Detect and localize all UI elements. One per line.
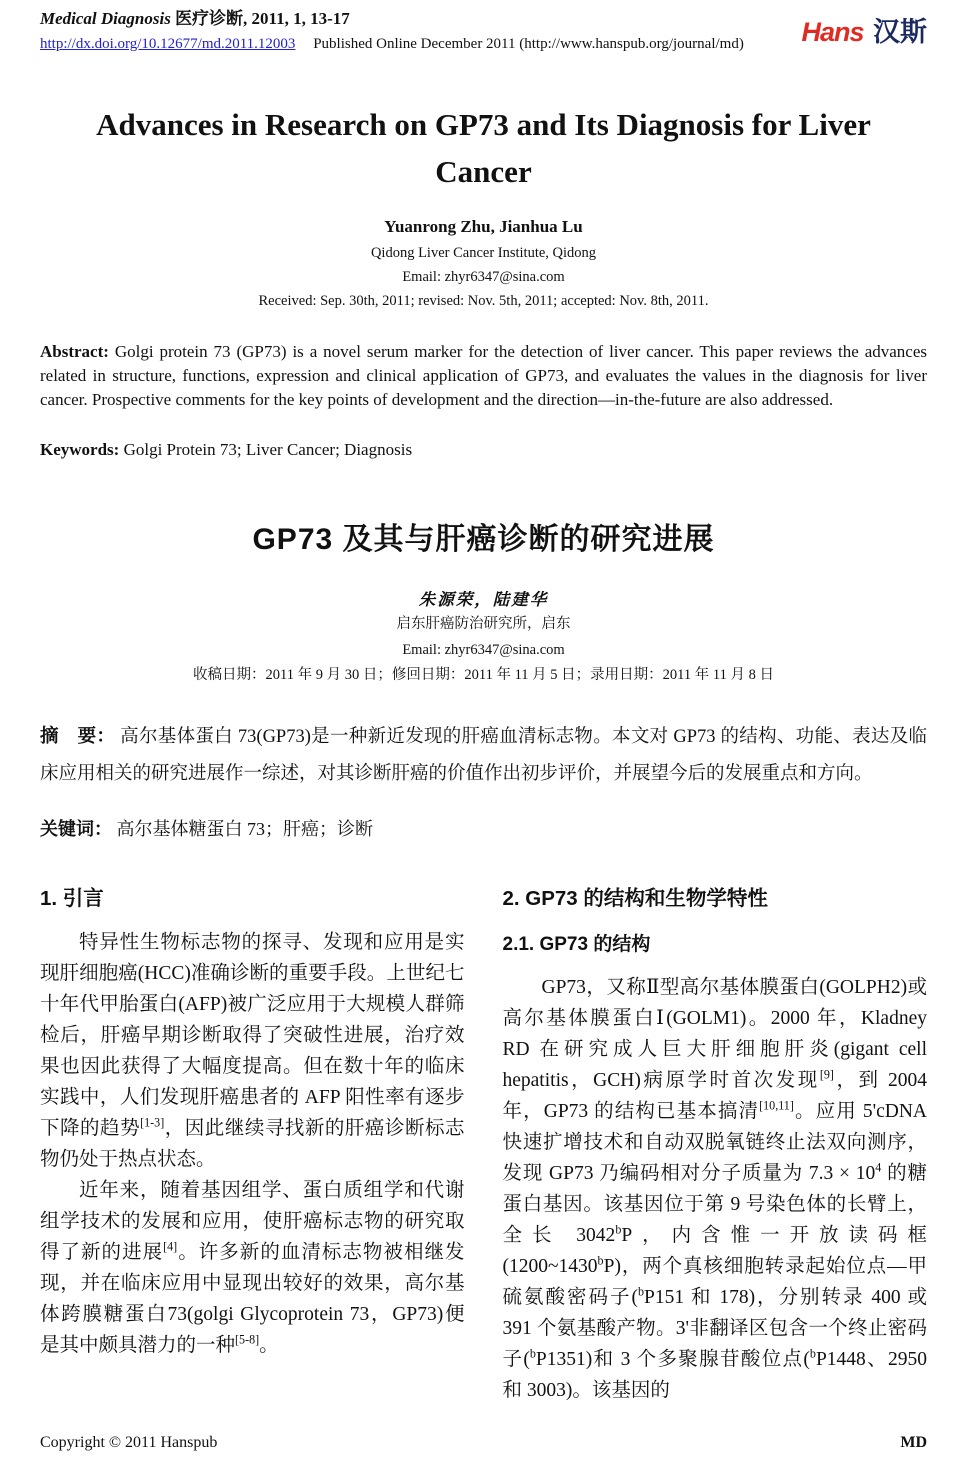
copyright-text: Copyright © 2011 Hanspub	[40, 1433, 218, 1451]
journal-title-line	[40, 8, 744, 31]
article-title-chinese: GP73 及其与肝癌诊断的研究进展	[252, 523, 715, 557]
page-footer	[40, 1406, 927, 1452]
email-english: Email: zhyr6347@sina.com	[402, 268, 565, 285]
hanspub-logo-latin: Hans	[801, 17, 864, 47]
section-heading-structure-biology: 2. GP73 的结构和生物学特性	[502, 886, 768, 910]
affiliation-english: Qidong Liver Cancer Institute, Qidong	[370, 245, 597, 262]
abstract-label-chinese: 摘 要：	[40, 724, 116, 746]
journal-issue-info: 医疗诊断, 2011, 1, 13-17	[175, 9, 350, 28]
journal-abbreviation: MD	[900, 1433, 927, 1451]
keywords-text-chinese: 高尔基体糖蛋白 73；肝癌；诊断	[116, 818, 373, 839]
hanspub-logo	[801, 10, 927, 49]
intro-paragraph-1: 特异性生物标志物的探寻、发现和应用是实现肝细胞癌(HCC)准确诊断的重要手段。上世纪七十年代甲胎蛋白(AFP)被广泛应用于大规模人群筛检后，肝癌早期诊断取得了突破性进展，治疗效果也因此获得了大幅度提高。但在数十年的临床实践中，人们发现肝癌患者的 AFP 阳性率有逐步下降的趋势[1-3]，因此继续寻找新的肝癌诊断标志物仍处于热点状态。	[40, 931, 465, 1170]
published-online-text: Published Online December 2011 (http://www.hanspub.org/journal/md)	[313, 35, 744, 52]
abstract-text-chinese: 高尔基体蛋白 73(GP73)是一种新近发现的肝癌血清标志物。本文对 GP73 的结构、功能、表达及临床应用相关的研究进展作一综述，对其诊断肝癌的价值作出初步评价，并展望今后的发展重点和方向。	[40, 726, 927, 784]
abstract-label-english: Abstract:	[40, 342, 109, 362]
right-column	[503, 881, 928, 1406]
hanspub-logo-cjk: 汉斯	[873, 17, 927, 47]
abstract-text-english: Golgi protein 73 (GP73) is a novel serum marker for the detection of liver cancer. This paper reviews the advances related in structure, functions, expression and clinical application of GP73, and evaluates the values in the diagnosis for liver cancer. Prospective comments for the key points of development and the direction—in-the-future are also addressed.	[40, 342, 928, 410]
email-chinese: Email: zhyr6347@sina.com	[402, 641, 565, 658]
affiliation-chinese: 启东肝癌防治研究所，启东	[396, 616, 571, 633]
received-dates-english: Received: Sep. 30th, 2011; revised: Nov. 5th, 2011; accepted: Nov. 8th, 2011.	[258, 292, 709, 309]
subsection-heading-gp73-structure: 2.1. GP73 的结构	[502, 933, 651, 955]
abstract-english	[40, 340, 927, 412]
keywords-label-english: Keywords:	[40, 440, 120, 460]
abstract-chinese	[40, 717, 927, 793]
authors-chinese: 朱源荣，陆建华	[418, 590, 549, 610]
section-heading-introduction: 1. 引言	[40, 886, 104, 910]
keywords-label-chinese: 关键词：	[40, 818, 112, 839]
article-title-english: Advances in Research on GP73 and Its Diagnosis for Liver Cancer	[96, 107, 871, 189]
authors-english: Yuanrong Zhu, Jianhua Lu	[384, 217, 583, 237]
left-column	[40, 881, 465, 1406]
journal-header	[40, 8, 927, 54]
intro-paragraph-2: 近年来，随着基因组学、蛋白质组学和代谢组学技术的发展和应用，使肝癌标志物的研究取得了新的进展[4]。许多新的血清标志物被相继发现，并在临床应用中显现出较好的效果，高尔基体跨膜糖蛋白73(golgi Glycoprotein 73，GP73)便是其中颇具潜力的一种[5-8]。	[40, 1179, 465, 1356]
journal-name: Medical Diagnosis	[40, 9, 171, 28]
body-columns	[40, 881, 927, 1406]
received-dates-chinese: 收稿日期：2011 年 9 月 30 日；修回日期：2011 年 11 月 5 日；录用日期：2011 年 11 月 8 日	[193, 667, 774, 684]
doi-line	[40, 34, 744, 54]
keywords-text-english: Golgi Protein 73; Liver Cancer; Diagnosis	[123, 440, 413, 460]
doi-link[interactable]: http://dx.doi.org/10.12677/md.2011.12003	[40, 35, 296, 52]
journal-info-block	[40, 8, 744, 54]
keywords-chinese	[40, 815, 927, 841]
keywords-english	[40, 440, 927, 460]
structure-paragraph-1: GP73，又称Ⅱ型高尔基体膜蛋白(GOLPH2)或高尔基体膜蛋白Ⅰ(GOLM1)。2000 年，Kladney RD 在研究成人巨大肝细胞肝炎(gigant cell hepatitis，GCH)病原学时首次发现[9]，到 2004 年，GP73 的结构已基本搞清[10,11]。应用 5'cDNA 快速扩增技术和自动双脱氧链终止法双向测序，发现 GP73 乃编码相对分子质量为 $7.3 \times 10^4$ 的糖蛋白基因。该基因位于第 9 号染色体的长臂上，全长 3042$^b$P，内含惟一开放读码框(1200~1430$^b$P)，两个真核细胞转录起始位点—甲硫氨酸密码子($^b$P151 和 178)，分别转录 400 或 391 个氨基酸产物。3'非翻译区包含一个终止密码子($^b$P1351)和 3 个多聚腺苷酸位点($^b$P1448、2950 和 3003)。该基因的	[502, 976, 927, 1401]
